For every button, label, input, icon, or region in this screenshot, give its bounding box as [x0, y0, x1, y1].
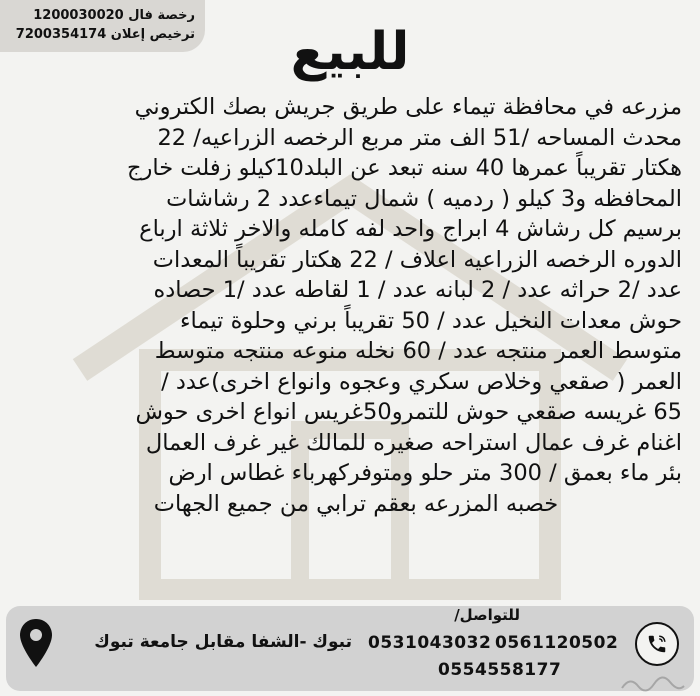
description-line: 65 غريسه صقعي حوش للتمرو50غريس انواع اخرى حوش [135, 399, 682, 425]
description-line: اغنام غرف عمال استراحه صغيره للمالك غير غرف العمال [145, 429, 682, 456]
description-line: هكتار تقريباً عمرها 40 سنه تبعد عن البلد10كيلو زفلت خارج [126, 155, 682, 181]
phone-handset-icon [646, 633, 668, 655]
description-line: متوسط العمر منتجه عدد / 60 نخله منوعه منتجه متوسط [154, 338, 682, 364]
page-title: للبيع [290, 22, 410, 82]
description-line: عدد /2 حراثه عدد / 2 لبانه عدد / 1 لقاطه عدد /1 حصاده [153, 277, 682, 303]
description-line: العمر ( صقعي وخلاص سكري وعجوه وانواع اخرى)عدد / [161, 368, 682, 395]
phone-icon[interactable] [635, 622, 679, 666]
phone-number-1[interactable]: 0561120502 [495, 633, 619, 653]
description-line: محدث المساحه /51 الف متر مربع الرخصه الزراعيه/ 22 [157, 124, 682, 151]
description-line: خصبه المزرعه بعقم ترابي من جميع الجهات [153, 490, 559, 517]
ad-license-number: ترخيص إعلان 7200354174 [15, 27, 195, 42]
description-line: الدوره الرخصه الزراعيه اعلاف / 22 هكتار تقريباً المعدات [152, 246, 682, 273]
description-line: برسيم كل رشاش 4 ابراج واحد لفه كامله والاخر ثلاثة ارباع [139, 216, 682, 242]
phone-number-3[interactable]: 0554558177 [438, 660, 562, 680]
phone-number-2[interactable]: 0531043032 [368, 633, 492, 653]
description-line: بئر ماء بعمق / 300 متر حلو ومتوفركهرباء غطاس ارض [168, 460, 682, 486]
location-pin-icon [18, 617, 54, 669]
fal-license-number: رخصة فال 1200030020 [33, 8, 195, 23]
description-line: المحافظه و3 كيلو ( ردميه ) شمال تيماءعدد 2 رشاشات [166, 185, 682, 212]
description-line: مزرعه في محافظة تيماء على طريق جريش بصك الكتروني [134, 94, 682, 120]
listing-description [30, 92, 682, 519]
contact-label: للتواصل/ [454, 606, 520, 624]
description-line: حوش معدات النخيل عدد / 50 تقريباً برني وحلوة تيماء [179, 307, 682, 334]
location-address[interactable]: تبوك -الشفا مقابل جامعة تبوك [94, 632, 352, 652]
